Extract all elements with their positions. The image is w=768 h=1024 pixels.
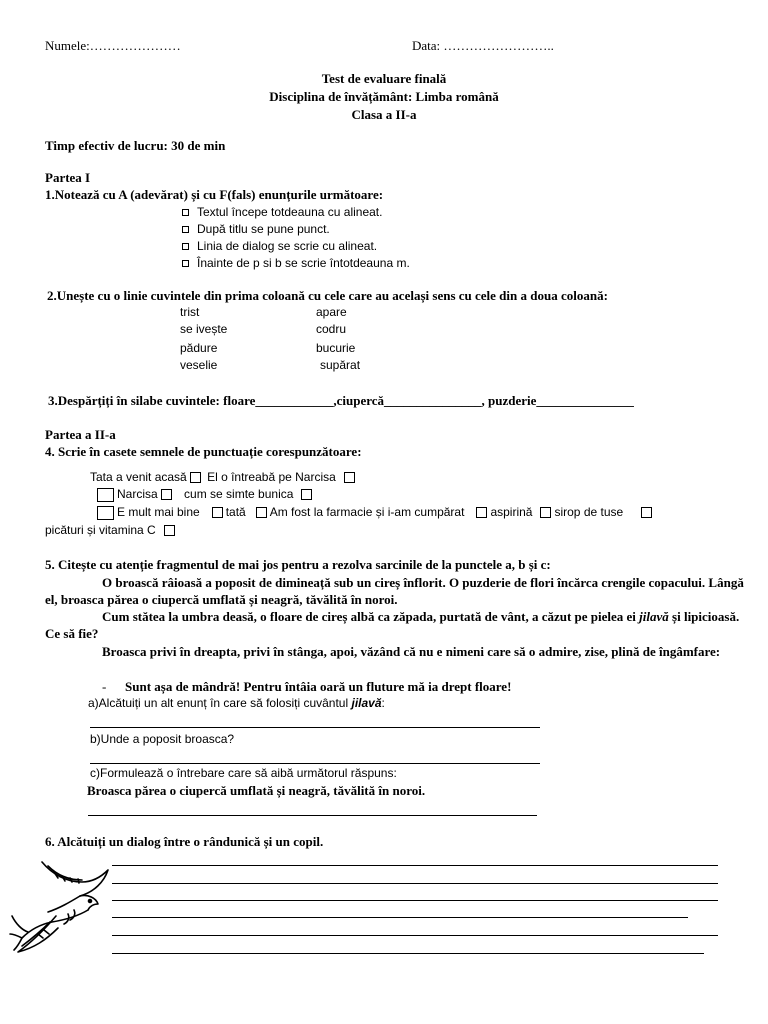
q2-right-word: supărat [320,358,361,372]
answer-line[interactable] [90,727,540,728]
q1-item: Textul începe totdeauna cu alineat. [182,205,382,219]
answer-line[interactable] [112,883,718,884]
part2-title: Partea a II-a [45,427,116,442]
story-paragraph-2: Cum stătea la umbra deasă, o floare de cireș albă ca zăpada, purtată de vânt, a căzut pe pielea ei jilavă și lipicioasă. Ce să fie? [45,609,740,641]
q2-left-word: trist [180,305,200,319]
time-limit: Timp efectiv de lucru: 30 de min [45,138,226,153]
q2-right-word: codru [316,322,347,336]
checkbox-square-icon[interactable] [182,226,189,233]
q2-left-word: pădure [180,341,218,355]
q5c-prompt: c)Formulează o întrebare care să aibă următorul răspuns: [90,766,397,780]
story-paragraph-3: Broasca privi în dreapta, privi în stânga, apoi, văzând că nu e nimeni care să o admire, zise, plină de îngâmfare: [102,644,721,659]
q2-left-word: se ivește [180,322,228,336]
q2-left-word: veselie [180,358,218,372]
answer-line[interactable] [90,763,540,764]
subject-title: Disciplina de învățământ: Limba română [269,89,499,104]
q4-line-4: picături și vitamina C [45,523,178,537]
q5b-prompt: b)Unde a poposit broasca? [90,732,235,746]
q4-line-2: Narcisa cum se simte bunica [94,487,315,502]
checkbox-square-icon[interactable] [182,260,189,267]
q5a-prompt: a)Alcătuiți un alt enunț în care să folosiți cuvântul jilavă: [88,696,385,710]
punctuation-box[interactable] [97,488,114,502]
q5-prompt: 5. Citește cu atenție fragmentul de mai jos pentru a rezolva sarcinile de la punctele a, b și c: [45,557,551,572]
punctuation-box[interactable] [301,489,312,500]
punctuation-box[interactable] [641,507,652,518]
punctuation-box[interactable] [161,489,172,500]
name-field-label: Numele:………………… [45,38,181,53]
q1-prompt: 1.Notează cu A (adevărat) și cu F(fals) enunțurile următoare: [45,187,384,202]
dialog-line: Sunt așa de mândră! Pentru întâia oară un fluture mă ia drept floare! [125,679,512,694]
q1-item: După titlu se pune punct. [182,222,330,236]
dialog-dash: - [102,679,107,694]
q1-item: Înainte de p si b se scrie întotdeauna m. [182,256,410,270]
punctuation-box[interactable] [190,472,201,483]
part1-title: Partea I [45,170,91,185]
q4-line-3: E mult mai bine tată Am fost la farmacie și i-am cumpărat aspirină sirop de tuse [94,505,655,520]
grade-title: Clasa a II-a [351,107,417,122]
answer-line[interactable] [112,935,718,936]
q1-item: Linia de dialog se scrie cu alineat. [182,239,377,253]
test-title: Test de evaluare finală [321,71,447,86]
checkbox-square-icon[interactable] [182,243,189,250]
q2-right-word: apare [316,305,347,319]
q2-right-word: bucurie [316,341,356,355]
punctuation-box[interactable] [256,507,267,518]
punctuation-box[interactable] [164,525,175,536]
punctuation-box[interactable] [97,506,114,520]
punctuation-box[interactable] [476,507,487,518]
q2-prompt: 2.Unește cu o linie cuvintele din prima coloană cu cele care au același sens cu cele din a doua coloană: [47,288,608,303]
punctuation-box[interactable] [540,507,551,518]
answer-line[interactable] [88,815,537,816]
answer-line[interactable] [112,900,718,901]
q4-prompt: 4. Scrie în casete semnele de punctuație corespunzătoare: [45,444,362,459]
q6-prompt: 6. Alcătuiți un dialog între o rândunică și un copil. [45,834,324,849]
q4-line-1: Tata a venit acasă El o întreabă pe Narcisa [90,470,358,484]
checkbox-square-icon[interactable] [182,209,189,216]
punctuation-box[interactable] [212,507,223,518]
story-paragraph-1: O broască râioasă a poposit de dimineață sub un cireș înflorit. O puzderie de flori încărca crengile copacului. Lângă el, broasca părea o ciupercă umflată și neagră, tăvălită în noroi. [45,575,744,607]
swallow-illustration-icon [8,852,118,964]
answer-line[interactable] [112,865,718,866]
date-field-label: Data: …………………….. [412,38,554,53]
q3-prompt: 3.Despărțiți în silabe cuvintele: floare____________,ciupercă_______________, puzderie_______________ [48,393,634,408]
q5c-answer: Broasca părea o ciupercă umflată și neagră, tăvălită în noroi. [87,783,426,798]
punctuation-box[interactable] [344,472,355,483]
answer-line[interactable] [112,917,688,918]
answer-line[interactable] [112,953,704,954]
